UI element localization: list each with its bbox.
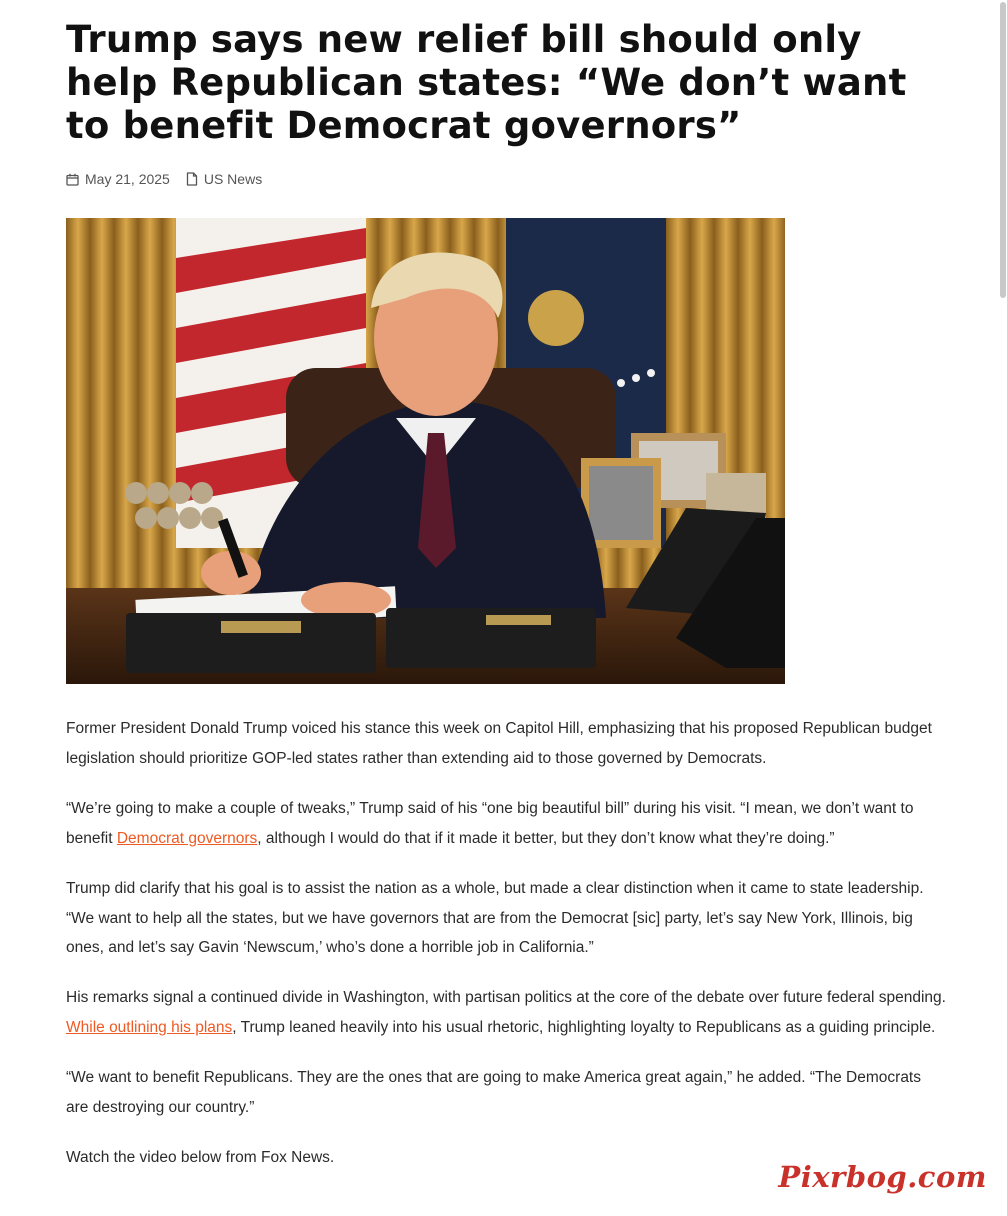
paragraph-1: Former President Donald Trump voiced his stance this week on Capitol Hill, emphasizing that his proposed Republican budget legislation should prioritize GOP-led states rather than extending aid to those governed by Democrats. bbox=[66, 720, 932, 767]
watermark-logo: Pixrbog.com bbox=[778, 1160, 987, 1194]
paragraph-4 bbox=[66, 983, 946, 1042]
date-meta bbox=[66, 171, 170, 187]
document-icon bbox=[186, 172, 198, 186]
oval-office-photo bbox=[66, 218, 785, 684]
paragraph-3: Trump did clarify that his goal is to assist the nation as a whole, but made a clear distinction when it came to state leadership. “We want to help all the states, but we have governors that are from the Democrat [sic] party, let’s say New York, Illinois, big ones, and let’s say Gavin ‘Newscum,’ who’s done a horrible job in California.” bbox=[66, 879, 924, 957]
article bbox=[66, 0, 946, 1167]
paragraph-5: “We want to benefit Republicans. They are the ones that are going to make America great again,” he added. “The Democrats are destroying our country.” bbox=[66, 1069, 921, 1117]
paragraph-6: Watch the video below from Fox News. bbox=[66, 1149, 335, 1167]
publish-date: May 21, 2025 bbox=[85, 171, 170, 187]
paragraph-4-text-a: His remarks signal a continued divide in Washington, with partisan politics at the core of the debate over future federal spending. bbox=[66, 989, 946, 1007]
paragraph-2-text-b: , although I would do that if it made it better, but they don’t know what they’re doing.” bbox=[257, 829, 835, 847]
article-meta bbox=[66, 171, 278, 187]
article-body bbox=[66, 714, 946, 1193]
paragraph-2 bbox=[66, 794, 946, 853]
paragraph-4-text-b: , Trump leaned heavily into his usual rhetoric, highlighting loyalty to Republicans as a guiding principle. bbox=[232, 1019, 936, 1037]
outlining-plans-link[interactable]: While outlining his plans bbox=[66, 1019, 233, 1037]
scrollbar-thumb[interactable] bbox=[1000, 2, 1006, 298]
calendar-icon bbox=[66, 173, 79, 186]
category-meta[interactable] bbox=[186, 171, 262, 187]
scrollbar[interactable] bbox=[999, 0, 1007, 1216]
paragraph-2-text-a: “We’re going to make a couple of tweaks,” Trump said of his “one big beautiful bill” during his visit. “I mean, we don’t want to benefit bbox=[66, 799, 914, 847]
hero-image bbox=[66, 218, 785, 684]
democrat-governors-link[interactable]: Democrat governors bbox=[116, 829, 258, 847]
category-link[interactable]: US News bbox=[203, 171, 263, 187]
article-headline: Trump says new relief bill should only help Republican states: “We don’t want to benefit Democrat governors” bbox=[66, 18, 907, 147]
